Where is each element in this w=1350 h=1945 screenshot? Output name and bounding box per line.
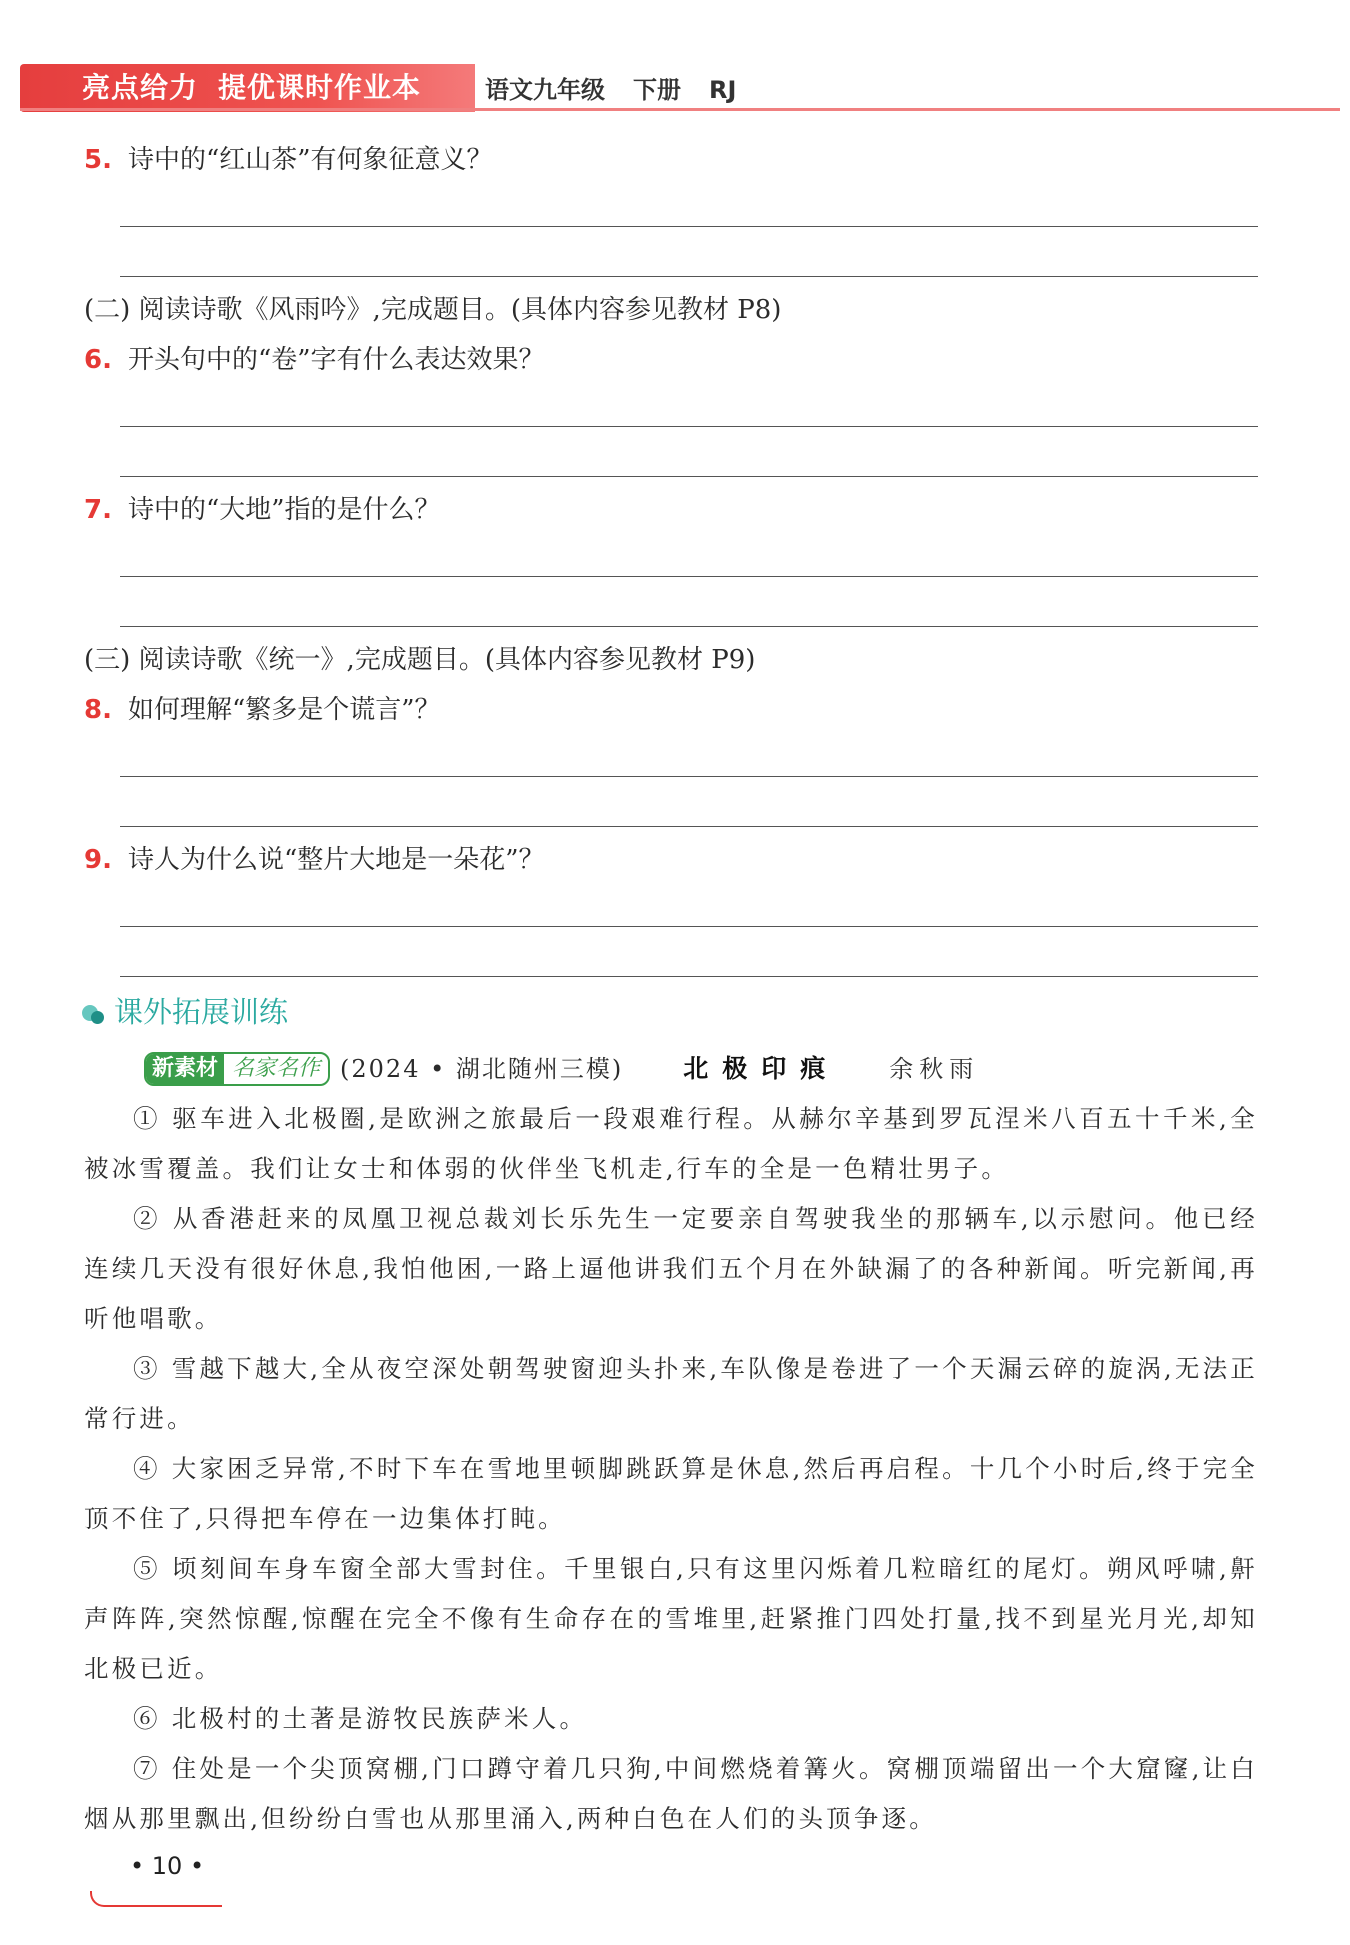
edition-label: RJ bbox=[709, 76, 737, 104]
article-source: (2024 • 湖北随州三模) bbox=[340, 1054, 624, 1083]
question-text: 诗中的“大地”指的是什么？ bbox=[127, 495, 441, 525]
question-text: 诗中的“红山茶”有何象征意义？ bbox=[127, 145, 493, 175]
question-text: 如何理解“繁多是个谎言”？ bbox=[127, 695, 441, 725]
answer-line[interactable] bbox=[120, 826, 1258, 827]
answer-line[interactable] bbox=[120, 976, 1258, 977]
answer-line[interactable] bbox=[120, 576, 1258, 577]
answer-line[interactable] bbox=[120, 926, 1258, 927]
article-author: 余秋雨 bbox=[889, 1054, 980, 1083]
article-title: 北极印痕 bbox=[683, 1053, 840, 1083]
answer-line[interactable] bbox=[120, 476, 1258, 477]
question-5 bbox=[84, 142, 493, 178]
subject-label: 语文九年级 bbox=[485, 76, 605, 104]
question-text: 诗人为什么说“整片大地是一朵花”？ bbox=[127, 845, 545, 875]
paragraph-5: ⑤ 顷刻间车身车窗全部大雪封住。千里银白,只有这里闪烁着几粒暗红的尾灯。朔风呼啸,鼾声阵阵,突然惊醒,惊醒在完全不像有生命存在的雪堆里,赶紧推门四处打量,找不到星光月光,却知北极已近。 bbox=[84, 1554, 1258, 1683]
material-tag bbox=[144, 1052, 330, 1086]
extension-title: 课外拓展训练 bbox=[114, 995, 289, 1029]
answer-line[interactable] bbox=[120, 276, 1258, 277]
extension-heading bbox=[80, 992, 288, 1032]
book-info bbox=[485, 70, 764, 110]
question-8 bbox=[84, 692, 441, 728]
question-text: 开头句中的“卷”字有什么表达效果？ bbox=[127, 345, 545, 375]
reading-passage bbox=[84, 1094, 1258, 1844]
volume-label: 下册 bbox=[633, 76, 681, 104]
paragraph-3: ③ 雪越下越大,全从夜空深处朝驾驶窗迎头扑来,车队像是卷进了一个天漏云碎的旋涡,无法正常行进。 bbox=[84, 1354, 1258, 1433]
question-7 bbox=[84, 492, 441, 528]
question-number: 6. bbox=[84, 345, 112, 375]
brand-title bbox=[82, 68, 421, 108]
answer-line[interactable] bbox=[120, 226, 1258, 227]
paragraph-1: ① 驱车进入北极圈,是欧洲之旅最后一段艰难行程。从赫尔辛基到罗瓦涅米八百五十千米,全被冰雪覆盖。我们让女士和体弱的伙伴坐飞机走,行车的全是一色精壮男子。 bbox=[84, 1104, 1258, 1183]
question-number: 5. bbox=[84, 145, 112, 175]
footer-decoration bbox=[90, 1891, 222, 1907]
section-heading-2: (二) 阅读诗歌《风雨吟》,完成题目。(具体内容参见教材 P8) bbox=[84, 295, 782, 325]
paragraph-7: ⑦ 住处是一个尖顶窝棚,门口蹲守着几只狗,中间燃烧着篝火。窝棚顶端留出一个大窟窿,让白烟从那里飘出,但纷纷白雪也从那里涌入,两种白色在人们的头顶争逐。 bbox=[84, 1754, 1258, 1833]
question-9 bbox=[84, 842, 545, 878]
paragraph-6: ⑥ 北极村的土著是游牧民族萨米人。 bbox=[133, 1704, 588, 1733]
question-number: 8. bbox=[84, 695, 112, 725]
article-header bbox=[144, 1048, 979, 1086]
brand-name: 亮点给力 bbox=[82, 71, 199, 104]
paragraph-2: ② 从香港赶来的凤凰卫视总裁刘长乐先生一定要亲自驾驶我坐的那辆车,以示慰问。他已经连续几天没有很好休息,我怕他困,一路上逼他讲我们五个月在外缺漏了的各种新闻。听完新闻,再听他唱歌。 bbox=[84, 1204, 1258, 1333]
brand-subtitle: 提优课时作业本 bbox=[218, 71, 422, 104]
question-number: 7. bbox=[84, 495, 112, 525]
famous-work-label: 名家名作 bbox=[232, 1055, 321, 1081]
question-number: 9. bbox=[84, 845, 112, 875]
new-material-label: 新素材 bbox=[146, 1054, 224, 1084]
bubble-dots-icon bbox=[80, 1002, 110, 1026]
question-6 bbox=[84, 342, 545, 378]
answer-line[interactable] bbox=[120, 626, 1258, 627]
section-heading-3: (三) 阅读诗歌《统一》,完成题目。(具体内容参见教材 P9) bbox=[84, 645, 756, 675]
answer-line[interactable] bbox=[120, 426, 1258, 427]
answer-line[interactable] bbox=[120, 776, 1258, 777]
paragraph-4: ④ 大家困乏异常,不时下车在雪地里顿脚跳跃算是休息,然后再启程。十几个小时后,终于完全顶不住了,只得把车停在一边集体打盹。 bbox=[84, 1454, 1258, 1533]
page-number: • 10 • bbox=[130, 1852, 205, 1880]
